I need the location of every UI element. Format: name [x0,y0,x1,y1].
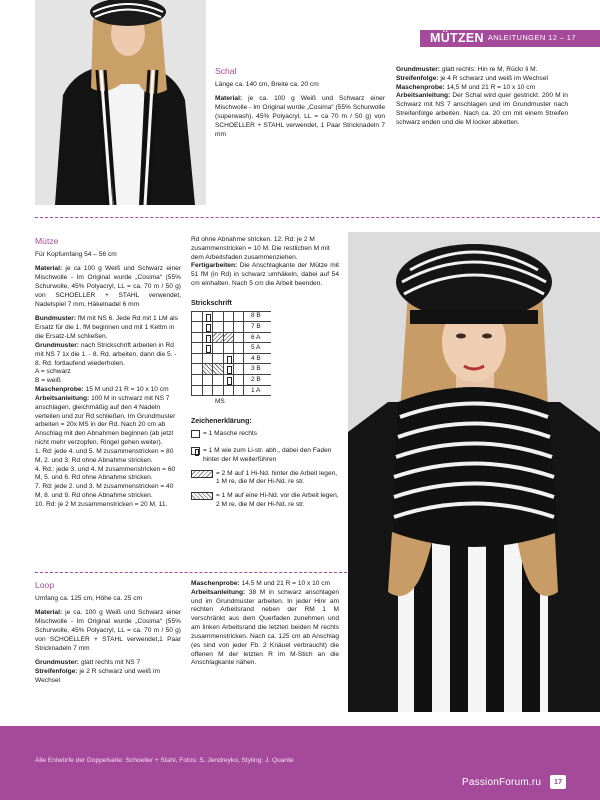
muetze-material-label: Material: [35,265,63,273]
schal-maschenprobe [396,84,568,93]
schal-maschenprobe-label: Maschenprobe: [396,83,445,91]
legend-item [191,492,339,510]
muetze-bund-label: Bundmuster: [35,315,77,323]
loop-column-2 [191,580,339,674]
section-title: MÜTZEN [430,31,484,46]
loop-material-label: Material: [35,609,63,617]
schal-material-text: je ca. 100 g Weiß und Schwarz einer Mischwolle - Im Original wurde „Cosima“ (55% Schurwolle (superwash), 45% Polyacryl, LL = ca 70 m / 50 g) von SCHOELLER + STAHL verwendet, 1 Paar Stricknadeln 7 mm [215,95,385,138]
muetze-grund-text: nach Strickschrift arbeiten in Rd mit NS 7 1x die 1. - 8. Rd. arbeiten, dann die 5. - 8. Rd. fortlaufend wiederholen. [35,341,177,367]
muetze-bund [35,315,181,341]
knit-stitch-icon [191,430,200,442]
schal-anleitung-label: Arbeitsanleitung: [396,92,451,100]
stitch-chart [191,299,339,407]
chart-ms-label: MS [215,398,225,406]
loop-title: Loop [35,580,55,590]
muetze-step-2: 4. Rd.: jede 3. und 4. M zusammenstricken = 60 M, 5. und 6. Rd ohne Abnahme stricken. [35,465,176,482]
muetze-column [35,236,181,510]
schal-maschenprobe-text: 14,5 M und 21 R = 10 x 10 cm [446,83,536,91]
stitch-chart-grid [191,311,271,396]
cable-back-icon [191,470,213,488]
section-header-badge [420,30,600,47]
legend-item [191,447,339,465]
chart-row-label: 6 A [251,333,261,341]
loop-grund-label: Grundmuster: [35,659,79,667]
legend-text: = 1 M wie zum Li-str. abh., dabei den Faden hinter der M weiterführen [203,447,332,463]
loop-anleitung [191,589,339,668]
legend-item [191,430,339,442]
muetze-fertig-text: Die Anschlagkante der Mütze mit 51 fM (in Rd) in schwarz umhäkeln, dabei auf 54 cm einhalten. Nach 5 cm die Arbeit beenden. [191,262,339,288]
footer-credits: Alle Entwürfe der Doppelseite: Schoeller + Stahl, Fotos: S. Jendreyko, Styling: J. Quante [35,757,294,764]
muetze-anleitung-text: 100 M in schwarz mit NS 7 anschlagen, gleichmäßig auf den 4 Nadeln verteilen und zur Rd schließen. Im Grundmuster arbeiten = 20x MS in der Rd. Nach 20 cm ab Anschlag mit den Abnahmen beginnen (ab jetzt nicht mehr verzopfen, Ringel gehen weiter). [35,394,176,447]
loop-anleitung-text: 38 M in schwarz anschlagen und im Grundmuster arbeiten. In jeder Hinr am rechten Arbeitsrand neben der RM 1 M verschränkt aus dem Querfaden zunehmen und am linken Arbeitsrand die letzten beiden M rechts zusammenstricken. Nach ca. 125 cm ab Anschlag (es sind von jeder Fb. 2 Knäuel verbraucht) die offenen M der letzten R im M-Stich an die Anschlagkante nähen. [191,588,339,667]
schal-size: Länge ca. 140 cm, Breite ca. 20 cm [215,80,319,88]
slip-stitch-icon [191,447,200,465]
muetze-material-text: je ca 100 g Weiß und Schwarz einer Mischwolle - Im Original wurde „Cosima“ (55% Schurwolle, 45% Polyacryl, LL = ca. 70 m / 50 g) von SCHOELLER + STAHL verwendet, Nadelspiel 7 mm, Häkelnadel 6 mm [35,265,181,308]
loop-probe-text: 14,5 M und 21 R = 10 x 10 cm [241,580,331,587]
muetze-probe-text: 15 M und 21 R = 10 x 10 cm [85,386,169,394]
muetze-probe-label: Maschenprobe: [35,386,84,394]
muetze-grund-label: Grundmuster: [35,341,79,349]
chart-row-label: 8 B [251,312,261,320]
schal-column [215,66,385,145]
schal-streifen-text: je 4 R schwarz und weiß im Wechsel [440,74,548,82]
loop-streifen-label: Streifenfolge: [35,668,78,676]
muetze-anleitung-label: Arbeitsanleitung: [35,394,90,402]
loop-material [35,609,181,653]
muetze-size: Für Kopfumfang 54 – 56 cm [35,250,117,258]
hat-loop-photo [348,232,600,712]
schal-streifen [396,75,568,84]
schal-title: Schal [215,66,237,76]
muetze-probe [35,386,181,395]
chart-row-label: 3 B [251,365,261,373]
schal-column-2 [396,66,568,134]
chart-row-label: 2 B [251,375,261,383]
chart-row-label: 4 B [251,354,261,362]
schal-anleitung [396,92,568,127]
hat-loop-photo-illustration [348,232,600,712]
loop-column [35,580,181,686]
stitch-chart-title: Strickschrift [191,299,232,307]
legend-text: = 1 Masche rechts [203,430,258,438]
loop-probe [191,580,339,589]
loop-anleitung-label: Arbeitsanleitung: [191,588,246,596]
muetze-step-4: 10. Rd: je 2 M zusammenstricken = 20 M, 11. [35,500,168,508]
loop-size: Umfang ca. 125 cm, Höhe ca. 25 cm [35,594,143,602]
schal-streifen-label: Streifenfolge: [396,74,439,82]
muetze-step-1: 1. Rd: jede 4. und 5. M zusammenstricken = 80 M, 2. und 3. Rd ohne Abnahme stricken. [35,447,174,464]
muetze-a-line: A = schwarz [35,368,71,376]
loop-divider [35,572,347,573]
watermark: PassionForum.ru [462,777,542,788]
section-divider [35,217,600,218]
muetze-fertig [191,262,339,288]
muetze-bund-text: fM mit NS 6. Jede Rd mit 1 LM als Ersatz für die 1. fM beginnen und mit 1 Kettm in die Ersatz-LM schließen. [35,315,178,341]
legend [191,417,339,510]
loop-grund [35,659,181,668]
chart-row-label: 5 A [251,344,261,352]
scarf-photo [35,0,206,205]
page-number: 17 [550,775,566,789]
legend-item [191,470,339,488]
schal-anleitung-text: Der Schal wird quer gestrickt. 200 M in Schwarz mit NS 7 anschlagen und im Grundmuster nach Streifenfolge arbeiten. Nach ca. 20 cm mit einem Streifen schwarz enden und die M locker abketten. [396,92,568,126]
muetze-continuation: Rd ohne Abnahme stricken. 12. Rd: je 2 M zusammenstricken = 10 M. Die restlichen M mit dem Arbeitsfaden zusammenziehen. [191,236,330,261]
muetze-column-2 [191,236,339,515]
loop-material-text: je ca. 100 g Weiß und Schwarz einer Mischwolle - Im Original wurde „Cosima“ (55% Schurwolle, 45% Polyacryl, LL = ca. 70 m / 50 g) von SCHOELLER + STAHL verwendet,1 Paar Stricknadeln 7 mm [35,609,181,652]
schal-grundmuster [396,66,568,75]
muetze-fertig-label: Fertigarbeiten: [191,262,238,270]
legend-title: Zeichenerklärung: [191,417,252,425]
chart-row-label: 1 A [251,386,261,394]
section-subtitle: ANLEITUNGEN 12 – 17 [487,33,576,43]
loop-probe-label: Maschenprobe: [191,580,240,587]
loop-grund-text: glatt rechts mit NS 7 [80,659,141,667]
muetze-b-line: B = weiß [35,377,61,385]
chart-row-label: 7 B [251,322,261,330]
muetze-step-3: 7. Rd: jede 2. und 3. M zusammenstricken = 40 M, 8. und 9. Rd ohne Abnahme stricken. [35,483,174,500]
muetze-material [35,265,181,309]
legend-text: = 1 M auf eine Hi-Nd. vor die Arbeit legen, 2 M re, die M der Hi-Nd. re str. [216,492,339,509]
muetze-title: Mütze [35,236,59,246]
schal-material [215,95,385,139]
legend-text: = 2 M auf 1 Hi-Nd. hinter die Arbeit legen, 1 M re, die M der Hi-Nd. re str. [216,469,338,486]
cable-front-icon [191,492,213,510]
schal-grundmuster-label: Grundmuster: [396,66,440,73]
muetze-anleitung [35,395,181,448]
muetze-grund [35,342,181,368]
scarf-photo-illustration [35,0,206,205]
schal-material-label: Material: [215,95,243,103]
schal-grundmuster-text: glatt rechts: Hin re M, Rückr li M. [441,66,538,73]
loop-streifen [35,668,181,686]
loop-streifen-text: je 2 R schwarz und weiß im Wechsel [35,668,160,685]
